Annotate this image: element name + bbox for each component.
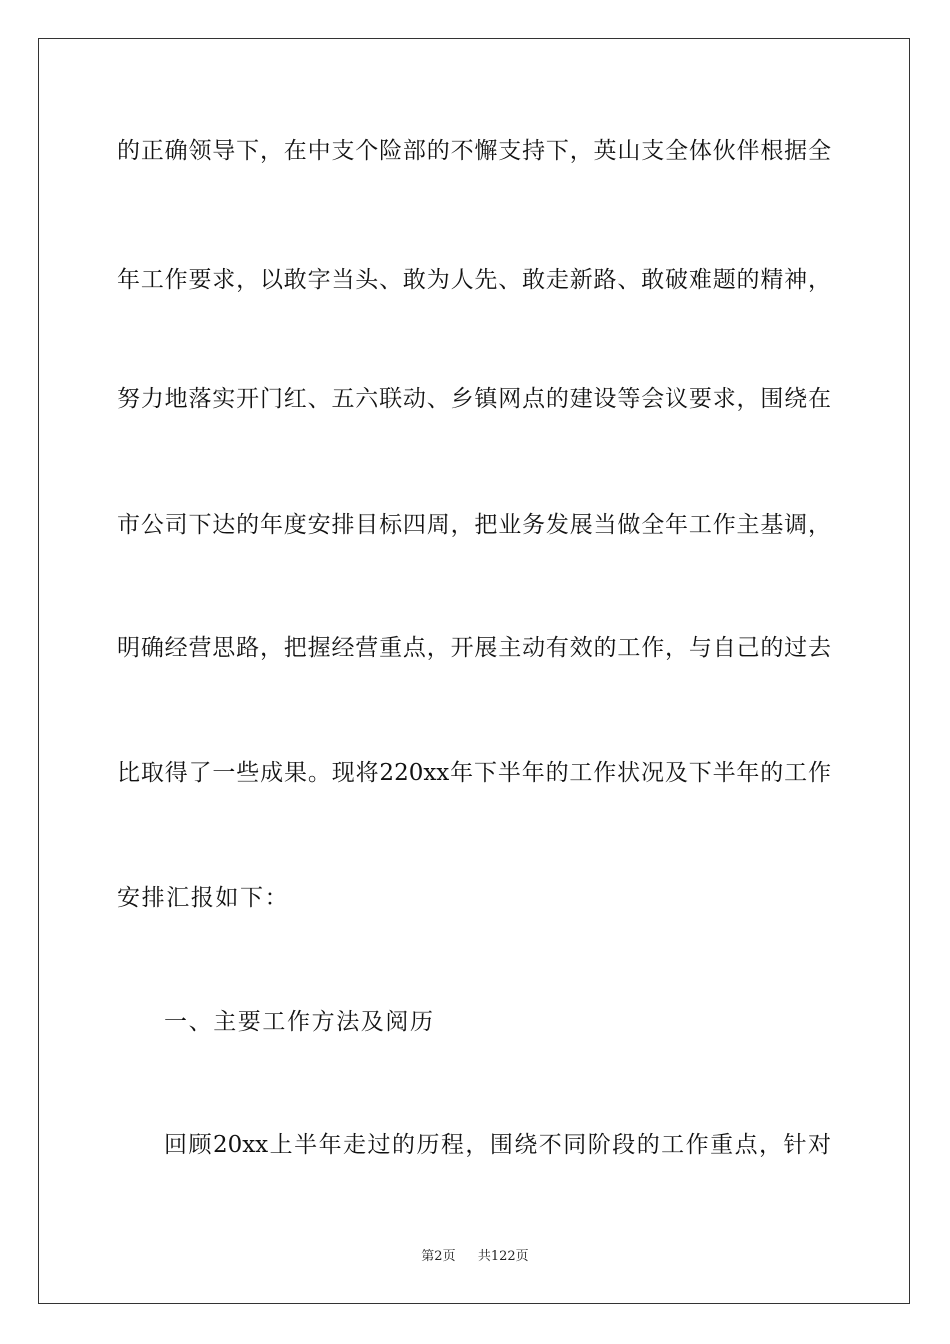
section-heading: 一、主要工作方法及阅历 bbox=[164, 1009, 435, 1035]
body-line-3: 努力地落实开门红、五六联动、乡镇网点的建设等会议要求，围绕在 bbox=[117, 386, 831, 412]
body-line-9: 回顾20xx上半年走过的历程，围绕不同阶段的工作重点，针对 bbox=[164, 1132, 831, 1158]
body-line-6: 比取得了一些成果。现将220xx年下半年的工作状况及下半年的工作 bbox=[117, 760, 831, 786]
body-line-2: 年工作要求，以敢字当头、敢为人先、敢走新路、敢破难题的精神， bbox=[117, 267, 831, 293]
page-number: 第2页 bbox=[421, 1249, 456, 1264]
page-total: 共122页 bbox=[477, 1249, 529, 1264]
page-footer bbox=[0, 1248, 950, 1266]
body-line-1: 的正确领导下，在中支个险部的不懈支持下，英山支全体伙伴根据全 bbox=[117, 138, 831, 164]
body-line-5: 明确经营思路，把握经营重点，开展主动有效的工作，与自己的过去 bbox=[117, 635, 831, 661]
body-line-4: 市公司下达的年度安排目标四周，把业务发展当做全年工作主基调， bbox=[117, 512, 831, 538]
page-border bbox=[38, 38, 910, 1304]
body-line-7: 安排汇报如下： bbox=[117, 885, 290, 911]
